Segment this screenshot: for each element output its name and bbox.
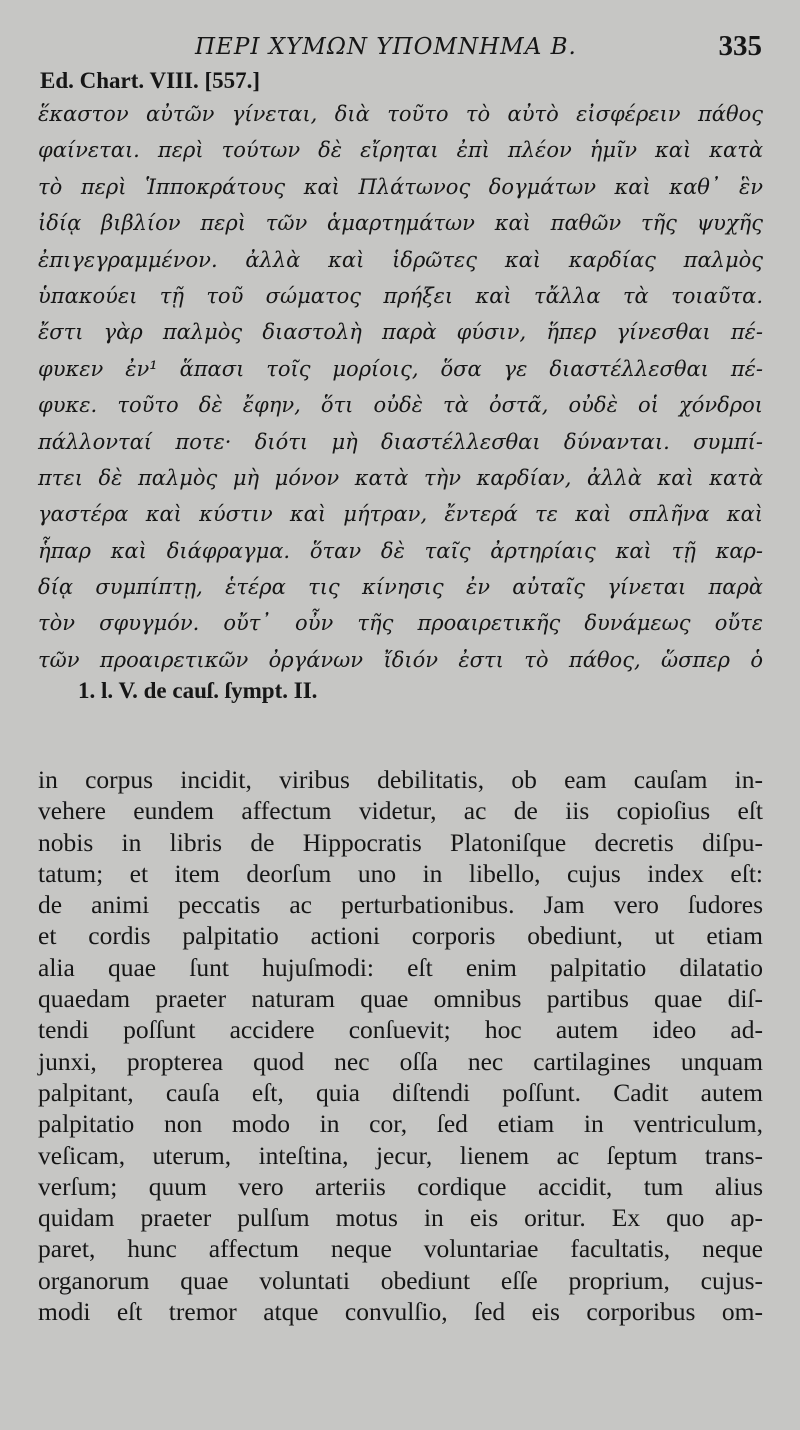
latin-text-line: quidam praeter pulſum motus in eis oritur. Ex quo ap- (38, 1203, 763, 1233)
edition-reference: Ed. Chart. VIII. [557.] (40, 68, 261, 93)
greek-text-line: τῶν προαιρετικῶν ὀργάνων ἴδιόν ἐστι τὸ πάθος, ὥσπερ ὁ (38, 647, 763, 672)
latin-text-line: quaedam praeter naturam quae omnibus partibus quae diſ- (38, 984, 763, 1014)
greek-text-line: ἕκαστον αὐτῶν γίνεται, διὰ τοῦτο τὸ αὐτὸ εἰσφέρειν πάθος (38, 102, 763, 126)
latin-translation-block (38, 764, 763, 1327)
latin-text-line: verſum; quum vero arteriis cordique accidit, tum alius (38, 1171, 763, 1201)
running-title: ΠΕΡΙ ΧΥΜΩΝ ΥΠΟΜΝΗΜΑ Β. (195, 34, 577, 60)
greek-text-line: πτει δὲ παλμὸς μὴ μόνον κατὰ τὴν καρδίαν, ἀλλὰ καὶ κατὰ (38, 465, 763, 490)
greek-text-line: τὸν σφυγμόν. οὔτ᾿ οὖν τῆς προαιρετικῆς δυνάμεως οὔτε (38, 611, 763, 636)
greek-text-line: φυκε. τοῦτο δὲ ἔφην, ὅτι οὐδὲ τὰ ὀστᾶ, οὐδὲ οἱ χόνδροι (38, 393, 763, 418)
latin-text-line: tatum; et item deorſum uno in libello, cujus index eſt: (38, 858, 763, 888)
latin-text-line: tendi poſſunt accidere conſuevit; hoc autem ideo ad- (38, 1015, 763, 1045)
greek-text-line: γαστέρα καὶ κύστιν καὶ μήτραν, ἔντερά τε καὶ σπλῆνα καὶ (38, 502, 763, 527)
latin-text-line: vehere eundem affectum videtur, ac de iis copioſius eſt (38, 796, 763, 826)
greek-text-line: τὸ περὶ Ἱπποκράτους καὶ Πλάτωνος δογμάτων καὶ καθ᾿ ἓν (38, 174, 763, 199)
latin-text-line: nobis in libris de Hippocratis Platoniſque decretis diſpu- (38, 827, 763, 857)
greek-text-block (38, 96, 763, 678)
running-head (0, 30, 800, 70)
latin-text-line: organorum quae voluntati obediunt eſſe proprium, cujus- (38, 1265, 763, 1295)
latin-text-line: paret, hunc affectum neque voluntariae facultatis, neque (38, 1234, 763, 1264)
latin-text-line: alia quae ſunt hujuſmodi: eſt enim palpitatio dilatatio (38, 952, 763, 982)
latin-text-line: et cordis palpitatio actioni corporis obediunt, ut etiam (38, 921, 763, 951)
latin-text-line: de animi peccatis ac perturbationibus. Jam vero ſudores (38, 890, 763, 920)
greek-text-line: ἐπιγεγραμμένον. ἀλλὰ καὶ ἱδρῶτες καὶ καρδίας παλμὸς (38, 247, 763, 272)
footnote: 1. l. V. de cauſ. ſympt. II. (78, 678, 318, 703)
greek-text-line: ἧπαρ καὶ διάφραγμα. ὅταν δὲ ταῖς ἀρτηρίαις καὶ τῇ καρ- (38, 538, 763, 563)
page-number: 335 (718, 30, 762, 62)
greek-text-line: ἔστι γὰρ παλμὸς διαστολὴ παρὰ φύσιν, ἥπερ γίνεσθαι πέ- (38, 320, 763, 345)
greek-text-line: φυκεν ἐν¹ ἅπασι τοῖς μορίοις, ὅσα γε διαστέλλεσθαι πέ- (38, 356, 763, 381)
greek-text-line: φαίνεται. περὶ τούτων δὲ εἴρηται ἐπὶ πλέον ἡμῖν καὶ κατὰ (38, 138, 763, 163)
latin-text-line: palpitatio non modo in cor, ſed etiam in ventriculum, (38, 1109, 763, 1139)
greek-text-line: πάλλονταί ποτε· διότι μὴ διαστέλλεσθαι δύνανται. συμπί- (38, 429, 763, 454)
latin-text-line: modi eſt tremor atque convulſio, ſed eis corporibus om- (38, 1297, 763, 1327)
latin-text-line: veſicam, uterum, inteſtina, jecur, lienem ac ſeptum trans- (38, 1140, 763, 1170)
latin-text-line: palpitant, cauſa eſt, quia diſtendi poſſunt. Cadit autem (38, 1077, 763, 1107)
greek-text-line: ἰδίᾳ βιβλίον περὶ τῶν ἁμαρτημάτων καὶ παθῶν τῆς ψυχῆς (38, 211, 763, 236)
greek-text-line: δίᾳ συμπίπτῃ, ἑτέρα τις κίνησις ἐν αὐταῖς γίνεται παρὰ (38, 575, 763, 600)
latin-text-line: in corpus incidit, viribus debilitatis, ob eam cauſam in- (38, 765, 763, 794)
greek-text-line: ὑπακούει τῇ τοῦ σώματος πρήξει καὶ τἄλλα τὰ τοιαῦτα. (38, 283, 763, 308)
latin-text-line: junxi, propterea quod nec oſſa nec cartilagines unquam (38, 1046, 763, 1076)
